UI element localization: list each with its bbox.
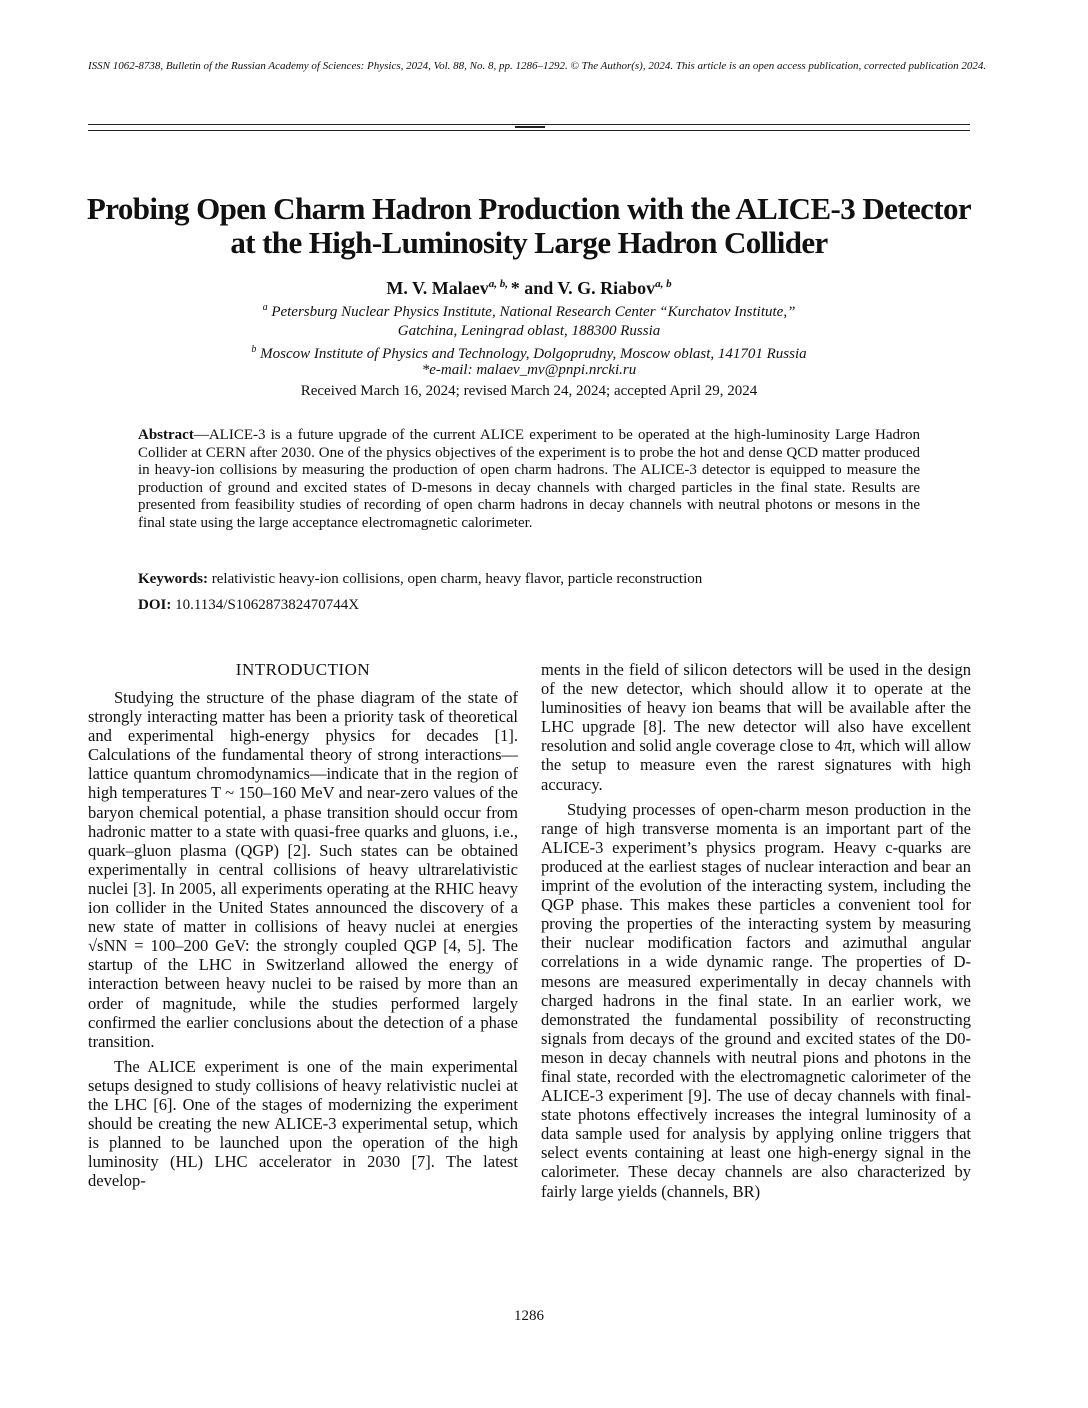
page-number: 1286 xyxy=(514,1308,544,1324)
right-column xyxy=(541,660,971,1201)
corresponding-email: *e-mail: malaev_mv@pnpi.nrcki.ru xyxy=(421,362,637,378)
abstract-text: —ALICE-3 is a future upgrade of the current ALICE experiment to be operated at the high-luminosity Large Hadron Collider at CERN after 2030. One of the physics objectives of the experiment is to probe the hot and dense QCD matter produced in heavy-ion collisions by measuring the production of open charm hadrons. The ALICE-3 detector is equipped to measure the production of ground and excited states of D-mesons in decay channels with charged particles in the final state. Results are presented from feasibility studies of recording of open charm hadrons in decay channels with neutral photons or mesons in the final state using the large acceptance electromagnetic calorimeter. xyxy=(138,427,920,531)
section-heading-introduction: INTRODUCTION xyxy=(235,660,371,679)
author-2-name: V. G. Riabov xyxy=(557,278,656,298)
affiliation-a xyxy=(88,298,970,341)
affil-a-line-1: Petersburg Nuclear Physics Institute, National Research Center “Kurchatov Institute,” xyxy=(267,304,796,320)
author-1-affil-sup: a, b, xyxy=(488,278,511,290)
author-1-star: * xyxy=(510,278,520,298)
doi-text: 10.1134/S106287382470744X xyxy=(171,597,360,613)
affil-a-line-2: Gatchina, Leningrad oblast, 188300 Russia xyxy=(397,323,661,339)
authors xyxy=(88,273,970,299)
left-paragraph-1: Studying the structure of the phase diagram of the state of strongly interacting matter has been a priority task of theoretical and experimental high-energy physics for decades [1]. Calculations of the fundamental theory of strong interactions—lattice quantum chromodynamics—indicate that in the region of high temperatures T ~ 150–160 MeV and near-zero values of the baryon chemical potential, a phase transition should occur from hadronic matter to a state with quasi-free quarks and gluons, i.e., quark–gluon plasma (QGP) [2]. Such states can be obtained experimentally in central collisions of heavy ultrarelativistic nuclei [3]. In 2005, all experiments operating at the RHIC heavy ion collider in the United States announced the discovery of a new state of matter in collisions of heavy nuclei at energies √sNN = 100–200 GeV: the strongly coupled QGP [4, 5]. The startup of the LHC in Switzerland allowed the energy of interaction between heavy nuclei to be raised by more than an order of magnitude, while the studies performed largely confirmed the earlier conclusions about the detection of a phase transition. xyxy=(88,688,518,1051)
title-line-1: Probing Open Charm Hadron Production with the ALICE-3 Detector xyxy=(86,191,972,226)
author-1-name: M. V. Malaev xyxy=(386,278,489,298)
authors-and: and xyxy=(519,278,558,298)
left-column xyxy=(88,660,518,1190)
author-2-affil-sup: a, b xyxy=(655,278,672,290)
affil-b-text: Moscow Institute of Physics and Technology, Dolgoprudny, Moscow oblast, 141701 Russia xyxy=(256,346,807,362)
doi xyxy=(138,596,920,615)
keywords-text: relativistic heavy-ion collisions, open charm, heavy flavor, particle reconstruction xyxy=(208,571,703,587)
header-rule-top xyxy=(88,124,970,125)
doi-label: DOI: xyxy=(138,597,172,613)
header-rule-mark xyxy=(515,126,545,128)
article-title xyxy=(70,192,988,260)
header-rule-bottom xyxy=(88,130,970,131)
abstract-label: Abstract xyxy=(138,427,194,443)
right-paragraph-1: ments in the field of silicon detectors will be used in the design of the new detector, which should allow it to operate at the luminosities of heavy ion beams that will be available after the LHC upgrade [8]. The new detector will also have excellent resolution and solid angle coverage close to 4π, which will allow the setup to measure even the rarest signatures with high accuracy. xyxy=(541,660,971,794)
keywords-label: Keywords: xyxy=(138,571,208,587)
affil-a-sup: a xyxy=(262,302,268,313)
affil-b-sup: b xyxy=(251,344,257,355)
abstract xyxy=(138,427,920,532)
left-paragraph-2: The ALICE experiment is one of the main experimental setups designed to study collisions of heavy relativistic nuclei at the LHC [6]. One of the stages of modernizing the experiment should be creating the new ALICE-3 experimental setup, which is planned to be launched upon the operation of the high luminosity (HL) LHC accelerator in 2030 [7]. The latest develop- xyxy=(88,1056,518,1191)
received-dates: Received March 16, 2024; revised March 24, 2024; accepted April 29, 2024 xyxy=(300,383,758,399)
title-line-2: at the High-Luminosity Large Hadron Collider xyxy=(230,225,828,260)
keywords xyxy=(138,570,920,589)
journal-header-note: ISSN 1062-8738, Bulletin of the Russian Academy of Sciences: Physics, 2024, Vol. 88, No. 8, pp. 1286–1292. © The Author(s), 2024. This article is an open access publication, corrected publication 2024. xyxy=(88,60,987,72)
right-paragraph-2: Studying processes of open-charm meson production in the range of high transverse momenta is an important part of the ALICE-3 experiment’s physics program. Heavy c-quarks are produced at the earliest stages of nuclear interaction and bear an imprint of the evolution of the interacting system, including the QGP phase. This makes these particles a convenient tool for proving the properties of the interacting system by measuring their nuclear modification factors and azimuthal angular correlations in a wide dynamic range. The properties of D-mesons are measured experimentally in decay channels with charged hadrons in the final state. In an earlier work, we demonstrated the fundamental possibility of reconstructing signals from decays of the ground and excited states of the D0-meson in decay channels with neutral pions and photons in the final state, recorded with the electromagnetic calorimeter of the ALICE-3 experiment [9]. The use of decay channels with final-state photons effectively increases the integral luminosity of a data sample used for analysis by applying online triggers that select events containing at least one high-energy signal in the calorimeter. These decay channels are also characterized by fairly large yields (channels, BR) xyxy=(541,799,971,1201)
